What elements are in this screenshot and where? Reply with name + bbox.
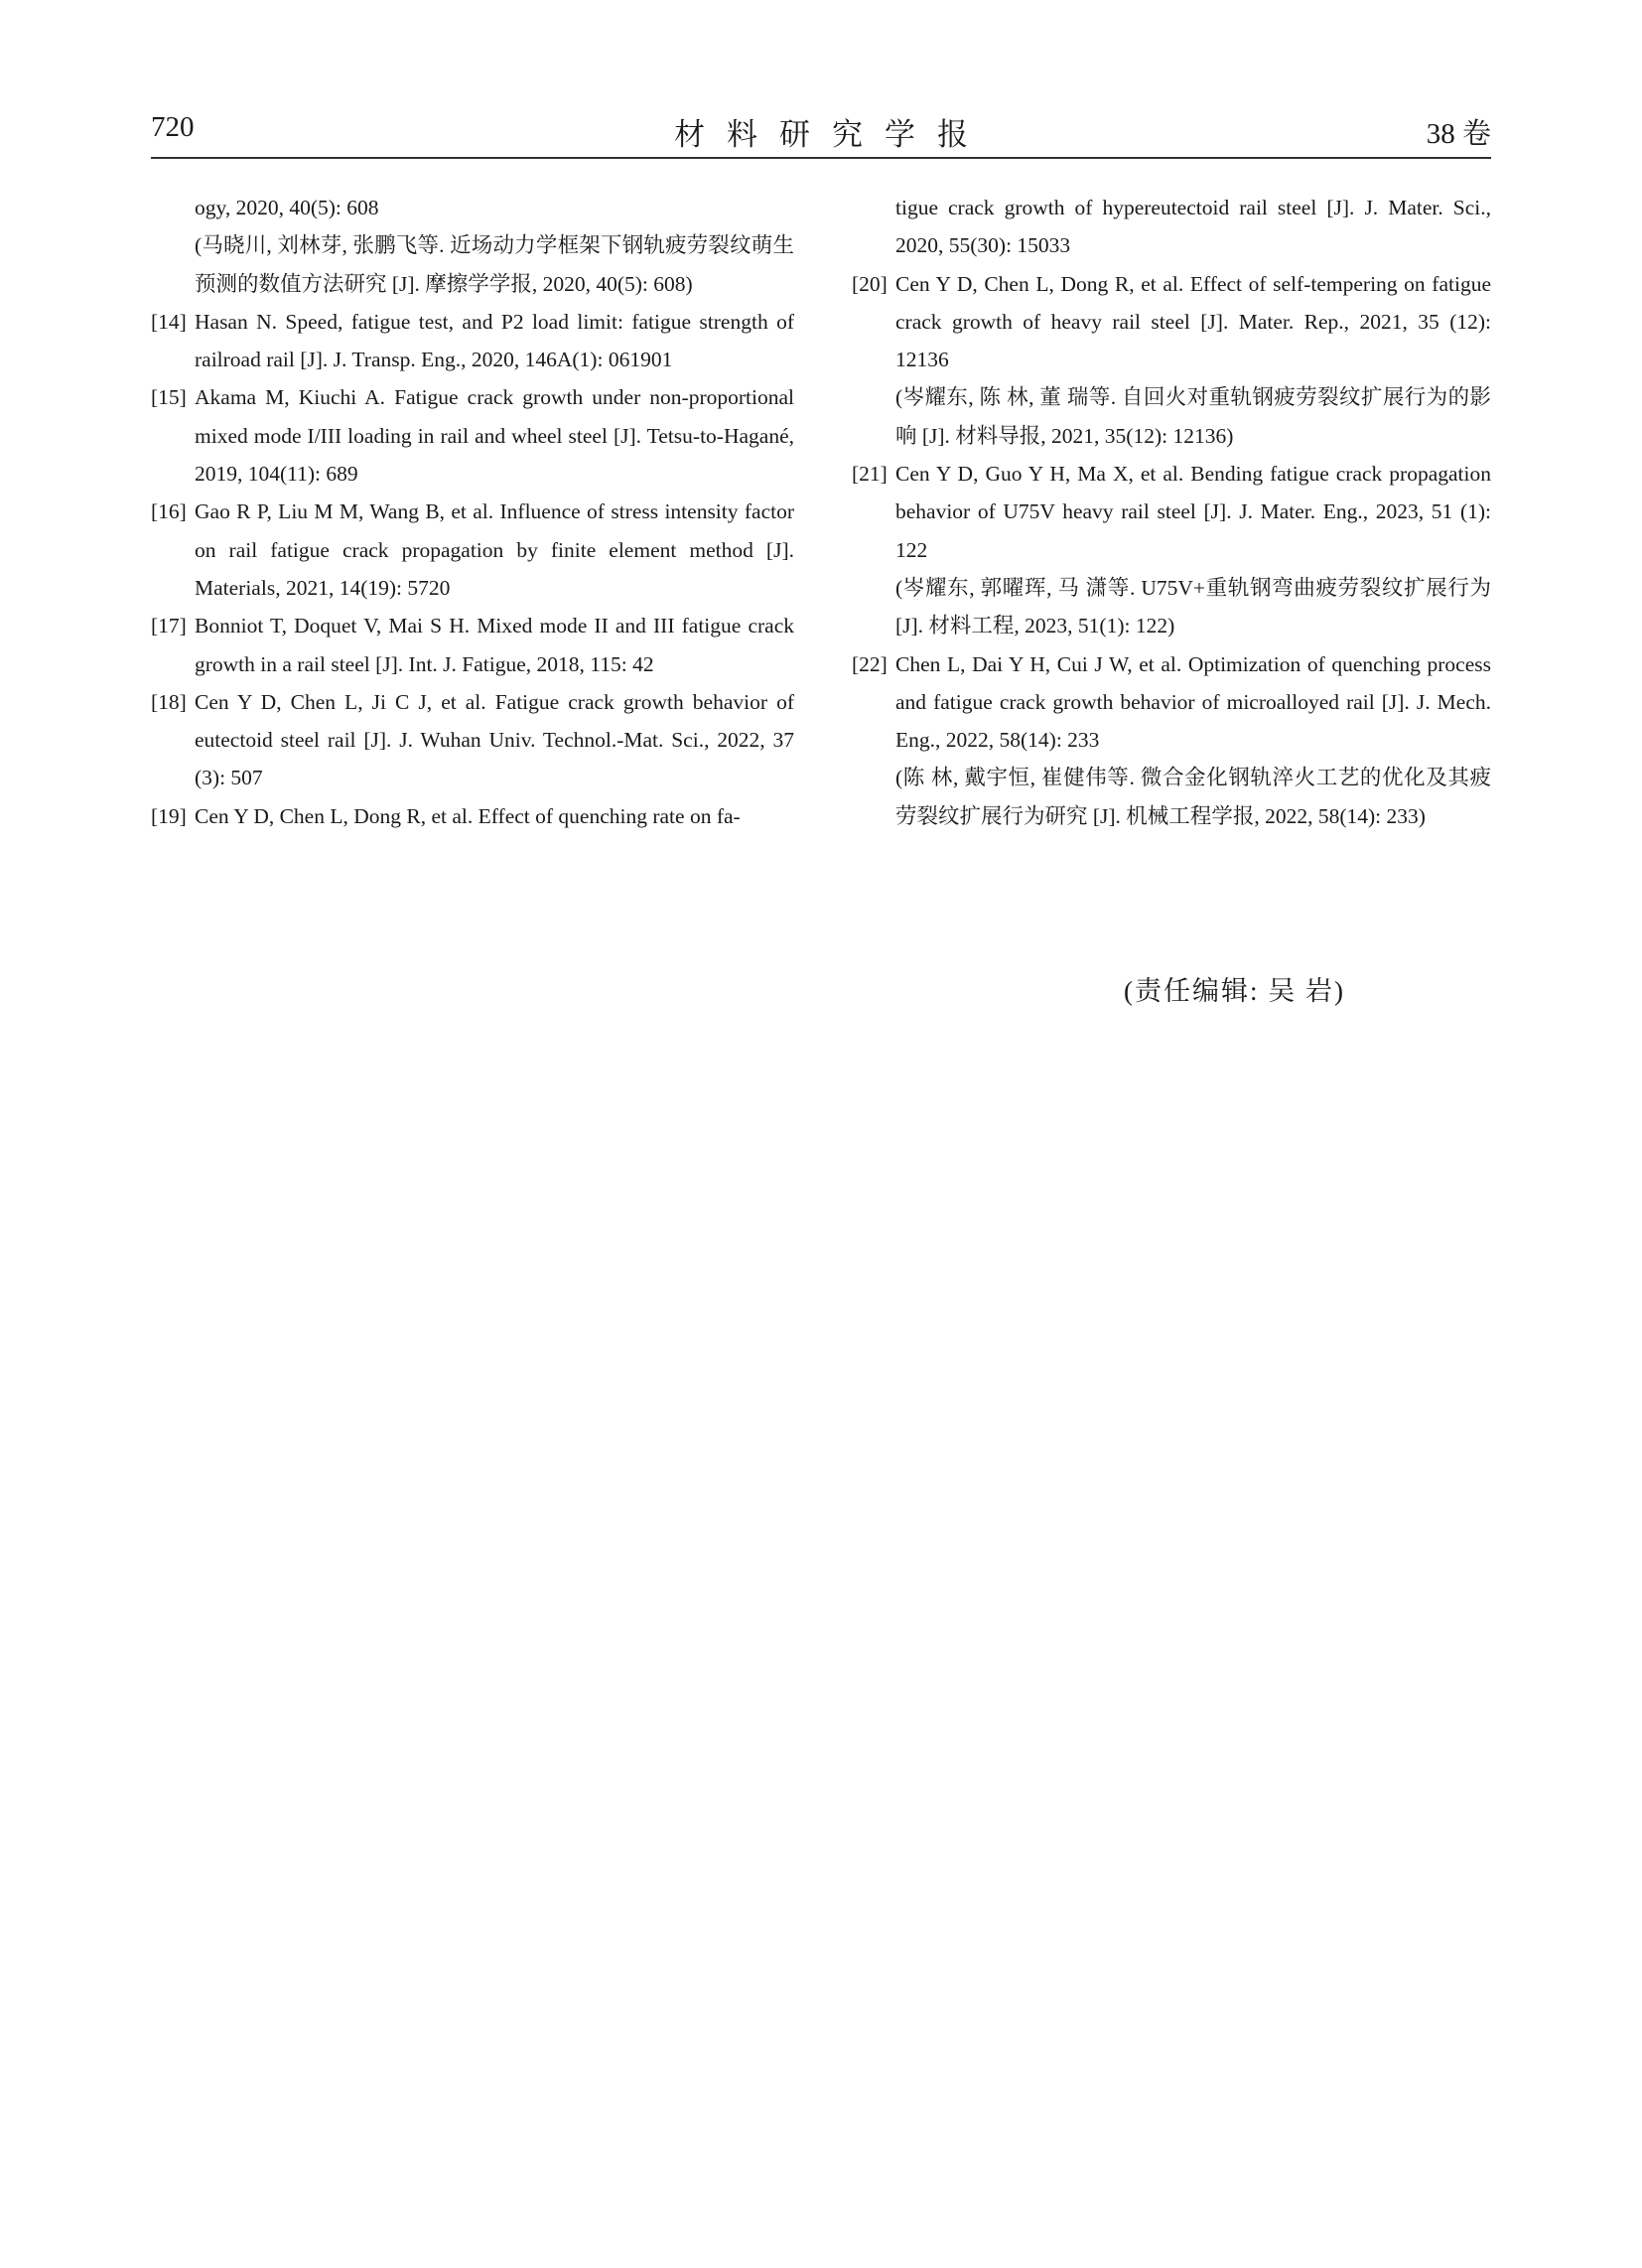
reference-text: ogy, 2020, 40(5): 608 — [195, 196, 379, 219]
reference-number: [15] — [151, 385, 187, 410]
reference-text: Cen Y D, Chen L, Ji C J, et al. Fatigue crack growth behavior of eutectoid steel rail [J]. J. Wuhan Univ. Technol.-Mat. Sci., 2022, 37 (3): 507 — [195, 689, 794, 790]
reference-item — [852, 455, 1491, 644]
reference-number: [18] — [151, 689, 187, 714]
reference-text: Cen Y D, Chen L, Dong R, et al. Effect of self-tempering on fatigue crack growth of heavy rail steel [J]. Mater. Rep., 2021, 35 (12): 12136 — [895, 271, 1491, 372]
reference-translation: (陈 林, 戴宇恒, 崔健伟等. 微合金化钢轨淬火工艺的优化及其疲劳裂纹扩展行为研究 [J]. 机械工程学报, 2022, 58(14): 233) — [895, 766, 1491, 828]
reference-item — [852, 265, 1491, 455]
reference-text: Cen Y D, Chen L, Dong R, et al. Effect of quenching rate on fa- — [195, 803, 741, 828]
reference-number: [16] — [151, 499, 187, 524]
reference-number: [22] — [852, 651, 888, 676]
reference-item — [151, 607, 794, 683]
reference-column-left — [151, 189, 794, 835]
reference-translation: (岑耀东, 陈 林, 董 瑞等. 自回火对重轨钢疲劳裂纹扩展行为的影响 [J]. 材料导报, 2021, 35(12): 12136) — [895, 385, 1491, 448]
page-header — [151, 107, 1491, 159]
reference-item — [151, 378, 794, 493]
reference-number: [21] — [852, 462, 888, 487]
reference-text: Bonniot T, Doquet V, Mai S H. Mixed mode II and III fatigue crack growth in a rail steel [J]. Int. J. Fatigue, 2018, 115: 42 — [195, 614, 794, 676]
page-number: 720 — [151, 111, 195, 143]
reference-item — [151, 797, 794, 835]
reference-number: [14] — [151, 309, 187, 334]
reference-item — [151, 683, 794, 797]
responsible-editor: (责任编辑: 吴 岩) — [1124, 976, 1345, 1006]
reference-number: [17] — [151, 614, 187, 638]
reference-translation: (岑耀东, 郭曜珲, 马 潇等. U75V+重轨钢弯曲疲劳裂纹扩展行为 [J]. 材料工程, 2023, 51(1): 122) — [895, 575, 1491, 638]
reference-text: Hasan N. Speed, fatigue test, and P2 load limit: fatigue strength of railroad rail [J]. J. Transp. Eng., 2020, 146A(1): 061901 — [195, 309, 794, 372]
reference-text: Akama M, Kiuchi A. Fatigue crack growth under non-proportional mixed mode I/III loading in rail and wheel steel [J]. Tetsu-to-Hagané, 2019, 104(11): 689 — [195, 385, 794, 487]
reference-continuation — [151, 189, 794, 303]
reference-item — [151, 303, 794, 379]
reference-text: Chen L, Dai Y H, Cui J W, et al. Optimization of quenching process and fatigue crack growth behavior of microalloyed rail [J]. J. Mech. Eng., 2022, 58(14): 233 — [895, 651, 1491, 753]
reference-translation: (马晓川, 刘林芽, 张鹏飞等. 近场动力学框架下钢轨疲劳裂纹萌生预测的数值方法研究 [J]. 摩擦学学报, 2020, 40(5): 608) — [195, 233, 794, 296]
reference-text: tigue crack growth of hypereutectoid rail steel [J]. J. Mater. Sci., 2020, 55(30): 15033 — [895, 196, 1491, 258]
reference-number: [19] — [151, 803, 187, 828]
header-rule — [151, 157, 1491, 159]
reference-text: Gao R P, Liu M M, Wang B, et al. Influence of stress intensity factor on rail fatigue crack propagation by finite element method [J]. Materials, 2021, 14(19): 5720 — [195, 499, 794, 600]
reference-continuation — [852, 189, 1491, 265]
journal-title: 材料研究学报 — [674, 117, 990, 152]
reference-number: [20] — [852, 271, 888, 296]
reference-item — [151, 493, 794, 607]
volume-label: 38 卷 — [1426, 118, 1491, 150]
reference-item — [852, 645, 1491, 835]
reference-text: Cen Y D, Guo Y H, Ma X, et al. Bending fatigue crack propagation behavior of U75V heavy rail steel [J]. J. Mater. Eng., 2023, 51 (1): 122 — [895, 462, 1491, 562]
reference-column-right — [852, 189, 1491, 835]
